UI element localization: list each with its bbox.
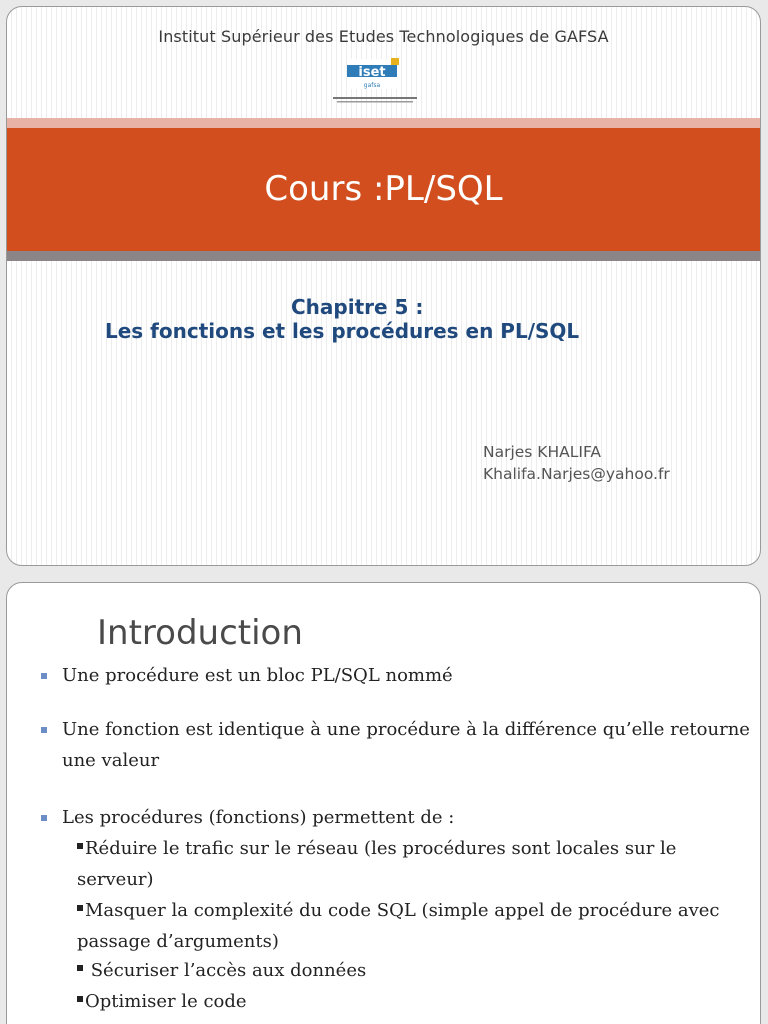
svg-text:gafsa: gafsa — [363, 82, 381, 89]
bullet-item — [62, 660, 453, 691]
institute-name: Institut Supérieur des Etudes Technologiques de GAFSA — [158, 27, 609, 46]
author-email: Khalifa.Narjes@yahoo.fr — [483, 465, 670, 483]
bullet-item — [62, 802, 454, 833]
bullet-text: Une fonction est identique à une procédure à la différence qu’elle retourne — [62, 719, 750, 740]
bullet-text-continuation: une valeur — [62, 750, 160, 771]
sub-item-text: Sécuriser l’accès aux données — [85, 960, 367, 981]
bullet-text: Une procédure est un bloc PL/SQL nommé — [62, 665, 453, 686]
square-bullet-icon — [77, 905, 83, 911]
svg-text:iset: iset — [358, 65, 386, 80]
bullet-marker-icon — [41, 673, 47, 679]
square-bullet-icon — [77, 996, 83, 1002]
slide-heading: Introduction — [97, 613, 303, 653]
sub-item — [77, 986, 247, 1017]
grey-band — [7, 251, 760, 261]
sub-item-text: Masquer la complexité du code SQL (simple appel de procédure avec — [85, 900, 720, 921]
bullet-item — [62, 714, 750, 776]
sub-item — [77, 895, 720, 957]
author-name: Narjes KHALIFA — [483, 443, 602, 461]
title-slide — [6, 6, 761, 566]
sub-item — [77, 833, 676, 895]
introduction-slide — [6, 582, 761, 1024]
chapter-title: Les fonctions et les procédures en PL/SQL — [105, 319, 580, 343]
sub-item-text-continuation: passage d’arguments) — [77, 931, 279, 952]
sub-item-text: Réduire le trafic sur le réseau (les procédures sont locales sur le — [85, 838, 677, 859]
bullet-marker-icon — [41, 727, 47, 733]
course-title: Cours :PL/SQL — [264, 169, 503, 209]
sub-item-text-continuation: serveur) — [77, 869, 154, 890]
square-bullet-icon — [77, 965, 83, 971]
pink-band — [7, 118, 760, 128]
bullet-marker-icon — [41, 815, 47, 821]
iset-logo — [327, 57, 423, 107]
chapter-number: Chapitre 5 : — [291, 295, 424, 319]
author-block — [483, 441, 670, 485]
square-bullet-icon — [77, 843, 83, 849]
sub-item-text: Optimiser le code — [85, 991, 247, 1012]
bullet-text: Les procédures (fonctions) permettent de : — [62, 807, 455, 828]
sub-item — [77, 955, 366, 986]
